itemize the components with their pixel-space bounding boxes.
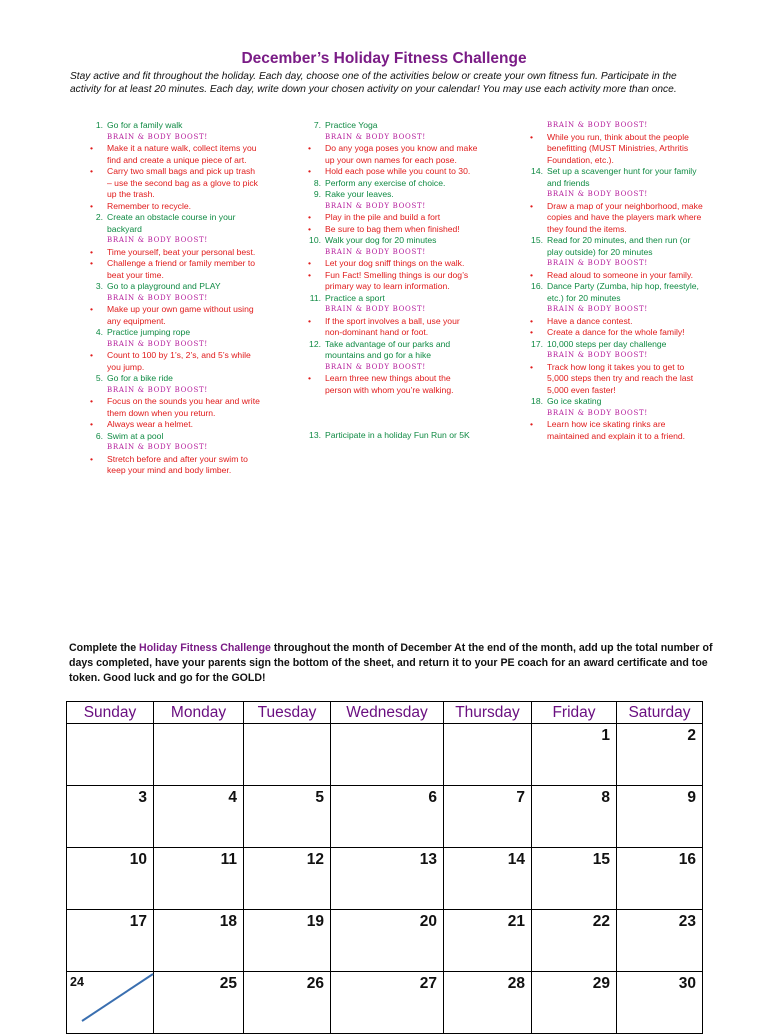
brain-body-boost-label: BRAIN & BODY BOOST!: [547, 190, 648, 198]
activity-number: 4.: [95, 327, 103, 337]
brain-body-boost-label: BRAIN & BODY BOOST!: [547, 259, 648, 267]
activity-tip: • Learn three new things about the person with whom you’re walking.: [303, 373, 478, 396]
day-header-thursday: Thursday: [444, 702, 532, 724]
calendar-week-row: [67, 786, 703, 848]
activity-number: 18.: [531, 396, 543, 406]
day-header-monday: Monday: [154, 702, 244, 724]
day-number: 20: [419, 913, 437, 930]
day-header-wednesday: Wednesday: [331, 702, 444, 724]
day-number: 12: [306, 851, 324, 868]
calendar-day-cell[interactable]: [617, 910, 703, 972]
brain-body-boost-label: BRAIN & BODY BOOST!: [325, 247, 426, 256]
activity-tip: • Count to 100 by 1’s, 2’s, and 5’s while you jump.: [85, 350, 260, 373]
activity-number: 15.: [531, 235, 543, 245]
activity-text: Swim at a pool: [107, 430, 164, 441]
calendar-day-cell[interactable]: [331, 786, 444, 848]
calendar-day-cell[interactable]: [331, 724, 444, 786]
activity-item: [85, 281, 260, 293]
day-number: 6: [428, 789, 437, 806]
activity-text: Create an obstacle course in your backyard: [107, 212, 236, 234]
calendar-week-row: [67, 910, 703, 972]
activity-text: Practice jumping rope: [107, 327, 191, 337]
activity-item: [85, 327, 260, 339]
day-number: 17: [129, 913, 147, 930]
activity-number: 3.: [95, 281, 103, 291]
activity-tip: • Play in the pile and build a fort: [303, 212, 478, 224]
activity-column-2: [303, 120, 478, 442]
day-number: 24: [70, 975, 84, 989]
activity-tip: • Create a dance for the whole family!: [525, 327, 703, 339]
activity-tip: • Make up your own game without using any equipment.: [85, 304, 260, 327]
day-number: 27: [419, 975, 437, 992]
day-number: [444, 724, 531, 727]
activity-number: 13.: [309, 430, 321, 440]
activity-text: Dance Party (Zumba, hip hop, freestyle, etc.) for 20 minutes: [547, 281, 699, 303]
activity-number: 1.: [95, 120, 103, 130]
day-number: 11: [220, 851, 237, 868]
brain-body-boost-label: BRAIN & BODY BOOST!: [107, 339, 208, 348]
day-number: [67, 724, 153, 727]
calendar-day-cell[interactable]: [444, 848, 532, 910]
day-number: 9: [687, 789, 696, 806]
activity-item: [85, 212, 260, 235]
calendar-week-row: [67, 972, 703, 1034]
day-number: 14: [507, 851, 525, 868]
activity-item: [303, 178, 478, 190]
calendar-day-cell[interactable]: [67, 724, 154, 786]
calendar-day-cell[interactable]: [444, 786, 532, 848]
activity-text: Go ice skating: [547, 396, 602, 406]
calendar-week-row: [67, 724, 703, 786]
brain-body-boost-label: BRAIN & BODY BOOST!: [547, 121, 648, 129]
calendar-day-cell[interactable]: [617, 972, 703, 1034]
day-number: [244, 724, 330, 727]
day-number: 28: [507, 975, 525, 992]
day-number: 19: [306, 913, 324, 930]
activity-tip: • Track how long it takes you to get to 5,000 steps then try and reach the last 5,000 even faster!: [525, 362, 703, 397]
calendar-day-cell[interactable]: [244, 910, 331, 972]
brain-body-boost-label: BRAIN & BODY BOOST!: [547, 305, 648, 313]
december-calendar: [66, 701, 703, 1034]
calendar-day-cell[interactable]: [617, 848, 703, 910]
day-header-saturday: Saturday: [617, 702, 703, 724]
activity-text: Participate in a holiday Fun Run or 5K: [325, 430, 470, 440]
day-number: 21: [507, 913, 525, 930]
day-number: 25: [219, 975, 237, 992]
calendar-day-cell[interactable]: [244, 972, 331, 1034]
activity-text: Rake your leaves.: [325, 189, 394, 199]
activity-item: [525, 281, 703, 304]
day-number: 15: [592, 851, 610, 868]
day-number: 26: [306, 975, 324, 992]
activity-tip: • Focus on the sounds you hear and write them down when you return.: [85, 396, 260, 419]
calendar-day-cell[interactable]: [331, 910, 444, 972]
activity-number: 6.: [95, 430, 103, 441]
brain-body-boost-label: BRAIN & BODY BOOST!: [325, 305, 426, 313]
calendar-day-cell[interactable]: [67, 786, 154, 848]
activity-text: Perform any exercise of choice.: [325, 177, 446, 188]
calendar-day-cell[interactable]: [617, 724, 703, 786]
activity-number: 8.: [313, 177, 321, 188]
activity-text: Practice a sport: [325, 292, 385, 303]
activity-item: [85, 431, 260, 443]
calendar-week-row: [67, 848, 703, 910]
activity-item: [303, 189, 478, 201]
activity-number: 2.: [95, 212, 103, 222]
brain-body-boost-label: BRAIN & BODY BOOST!: [107, 293, 208, 302]
calendar-day-cell[interactable]: [532, 786, 617, 848]
activity-number: 16.: [531, 281, 543, 291]
brain-body-boost-label: BRAIN & BODY BOOST!: [107, 385, 208, 394]
activity-tip: • Carry two small bags and pick up trash – use the second bag as a glove to pick up the trash.: [85, 166, 260, 201]
day-number: 3: [138, 789, 147, 806]
day-header-tuesday: Tuesday: [244, 702, 331, 724]
activity-item: [525, 166, 703, 189]
calendar-day-cell[interactable]: [154, 972, 244, 1034]
activity-tip: • Have a dance contest.: [525, 316, 703, 328]
brain-body-boost-label: BRAIN & BODY BOOST!: [547, 351, 648, 359]
activity-item: [85, 120, 260, 132]
day-number: 22: [592, 913, 610, 930]
calendar-day-cell[interactable]: [444, 724, 532, 786]
activity-number: 5.: [95, 373, 103, 383]
day-number: 10: [129, 851, 147, 868]
calendar-day-cell[interactable]: [444, 972, 532, 1034]
day-header-sunday: Sunday: [67, 702, 154, 724]
activity-item: [303, 235, 478, 247]
calendar-day-cell[interactable]: [532, 724, 617, 786]
day-number: 8: [601, 789, 610, 806]
activity-tip: • Stretch before and after your swim to keep your mind and body limber.: [85, 454, 260, 477]
day-number: [154, 724, 243, 727]
activity-tip: • Hold each pose while you count to 30.: [303, 166, 478, 178]
activity-item: [303, 120, 478, 132]
page-title: December’s Holiday Fitness Challenge: [241, 50, 527, 67]
calendar-day-cell[interactable]: [532, 910, 617, 972]
brain-body-boost-label: BRAIN & BODY BOOST!: [325, 201, 426, 210]
day-number: 2: [687, 727, 696, 744]
intro-paragraph: Stay active and fit throughout the holiday. Each day, choose one of the activities below or create your own fitness fun. Participate in the activity for at least 20 minutes. Each day, write down your chosen activity on your calendar! You may use each activity more than once.: [70, 71, 677, 95]
day-number: 18: [219, 913, 237, 930]
calendar-day-cell[interactable]: [532, 972, 617, 1034]
activity-text: Practice Yoga: [325, 120, 378, 130]
calendar-day-cell[interactable]: [154, 786, 244, 848]
day-number: 5: [315, 789, 324, 806]
day-number: 1: [601, 727, 610, 744]
activity-tip: • Do any yoga poses you know and make up your own names for each pose.: [303, 143, 478, 166]
activity-tip: • Learn how ice skating rinks are maintained and explain it to a friend.: [525, 419, 703, 442]
calendar-day-cell[interactable]: [67, 848, 154, 910]
activity-item: [303, 430, 478, 442]
calendar-day-cell[interactable]: [67, 910, 154, 972]
activity-text: Go to a playground and PLAY: [107, 281, 221, 291]
instructions-part-1: Complete the: [69, 642, 140, 654]
diagonal-line-decoration: [67, 972, 154, 1022]
brain-body-boost-label: BRAIN & BODY BOOST!: [107, 132, 208, 141]
activity-item: [525, 339, 703, 351]
calendar-header-row: [67, 702, 703, 724]
instructions-part-2: throughout the month of December At the end of the month, add up the total number of days completed, have your parents sign the bottom of the sheet, and return it to your PE coach for an award certificate and toe token. Good luck and go for the GOLD!: [69, 642, 713, 684]
instructions-paragraph: [69, 641, 729, 686]
activity-text: Walk your dog for 20 minutes: [325, 235, 437, 245]
challenge-name-highlight: Holiday Fitness Challenge: [139, 642, 271, 654]
activity-number: 10.: [309, 235, 321, 245]
activity-tip: • Let your dog sniff things on the walk.: [303, 258, 478, 270]
activity-column-3: [525, 120, 703, 442]
brain-body-boost-label: BRAIN & BODY BOOST!: [325, 362, 426, 371]
calendar-day-cell[interactable]: [617, 786, 703, 848]
activity-tip: • Draw a map of your neighborhood, make copies and have the players mark where they found the items.: [525, 201, 703, 236]
brain-body-boost-label: BRAIN & BODY BOOST!: [107, 443, 208, 451]
brain-body-boost-label: BRAIN & BODY BOOST!: [325, 132, 426, 141]
activity-tip: • Read aloud to someone in your family.: [525, 270, 703, 282]
day-number: 16: [678, 851, 696, 868]
activity-column-1: [85, 120, 260, 477]
activity-tip: • Challenge a friend or family member to beat your time.: [85, 258, 260, 281]
calendar-day-cell[interactable]: [154, 910, 244, 972]
activity-item: [303, 339, 478, 362]
activity-text: Take advantage of our parks and mountains and go for a hike: [325, 338, 451, 360]
activity-tip: • Remember to recycle.: [85, 201, 260, 213]
activity-text: Read for 20 minutes, and then run (or play outside) for 20 minutes: [547, 235, 691, 257]
activity-tip: • Always wear a helmet.: [85, 419, 260, 431]
activity-number: 17.: [531, 338, 543, 349]
activity-item: [525, 396, 703, 408]
activity-text: Set up a scavenger hunt for your family and friends: [547, 166, 697, 188]
spacer: [303, 396, 478, 430]
calendar-day-cell[interactable]: [67, 972, 154, 1034]
brain-body-boost-label: BRAIN & BODY BOOST!: [107, 236, 208, 244]
brain-body-boost-label: BRAIN & BODY BOOST!: [547, 408, 648, 417]
activity-tip: • While you run, think about the people benefitting (MUST Ministries, Arthritis Foundation, etc.).: [525, 132, 703, 167]
activity-item: [85, 373, 260, 385]
calendar-day-cell[interactable]: [154, 724, 244, 786]
activity-number: 14.: [531, 166, 543, 176]
calendar-day-cell[interactable]: [331, 972, 444, 1034]
activity-item: [525, 235, 703, 258]
calendar-day-cell[interactable]: [532, 848, 617, 910]
activity-text: 10,000 steps per day challenge: [547, 338, 667, 349]
activity-tip: • Time yourself, beat your personal best.: [85, 247, 260, 259]
calendar-day-cell[interactable]: [244, 848, 331, 910]
day-number: [331, 724, 443, 727]
activity-text: Go for a bike ride: [107, 373, 173, 383]
activity-text: Go for a family walk: [107, 120, 183, 130]
day-number: 29: [592, 975, 610, 992]
day-number: 13: [419, 851, 437, 868]
day-number: 23: [678, 913, 696, 930]
activity-item: [303, 293, 478, 305]
activity-number: 12.: [309, 338, 321, 349]
activity-number: 7.: [313, 120, 321, 130]
activity-tip: • Be sure to bag them when finished!: [303, 224, 478, 236]
day-number: 30: [678, 975, 696, 992]
calendar-day-cell[interactable]: [444, 910, 532, 972]
calendar-day-cell[interactable]: [154, 848, 244, 910]
day-number: 4: [228, 789, 237, 806]
activity-tip: • Make it a nature walk, collect items you find and create a unique piece of art.: [85, 143, 260, 166]
activity-tip: • Fun Fact! Smelling things is our dog’s primary way to learn information.: [303, 270, 478, 293]
day-header-friday: Friday: [532, 702, 617, 724]
calendar-day-cell[interactable]: [244, 724, 331, 786]
activity-number: 9.: [313, 189, 321, 199]
day-number: 7: [516, 789, 525, 806]
calendar-day-cell[interactable]: [244, 786, 331, 848]
calendar-day-cell[interactable]: [331, 848, 444, 910]
activity-number: 11.: [309, 292, 321, 303]
activity-tip: • If the sport involves a ball, use your non-dominant hand or foot.: [303, 316, 478, 339]
